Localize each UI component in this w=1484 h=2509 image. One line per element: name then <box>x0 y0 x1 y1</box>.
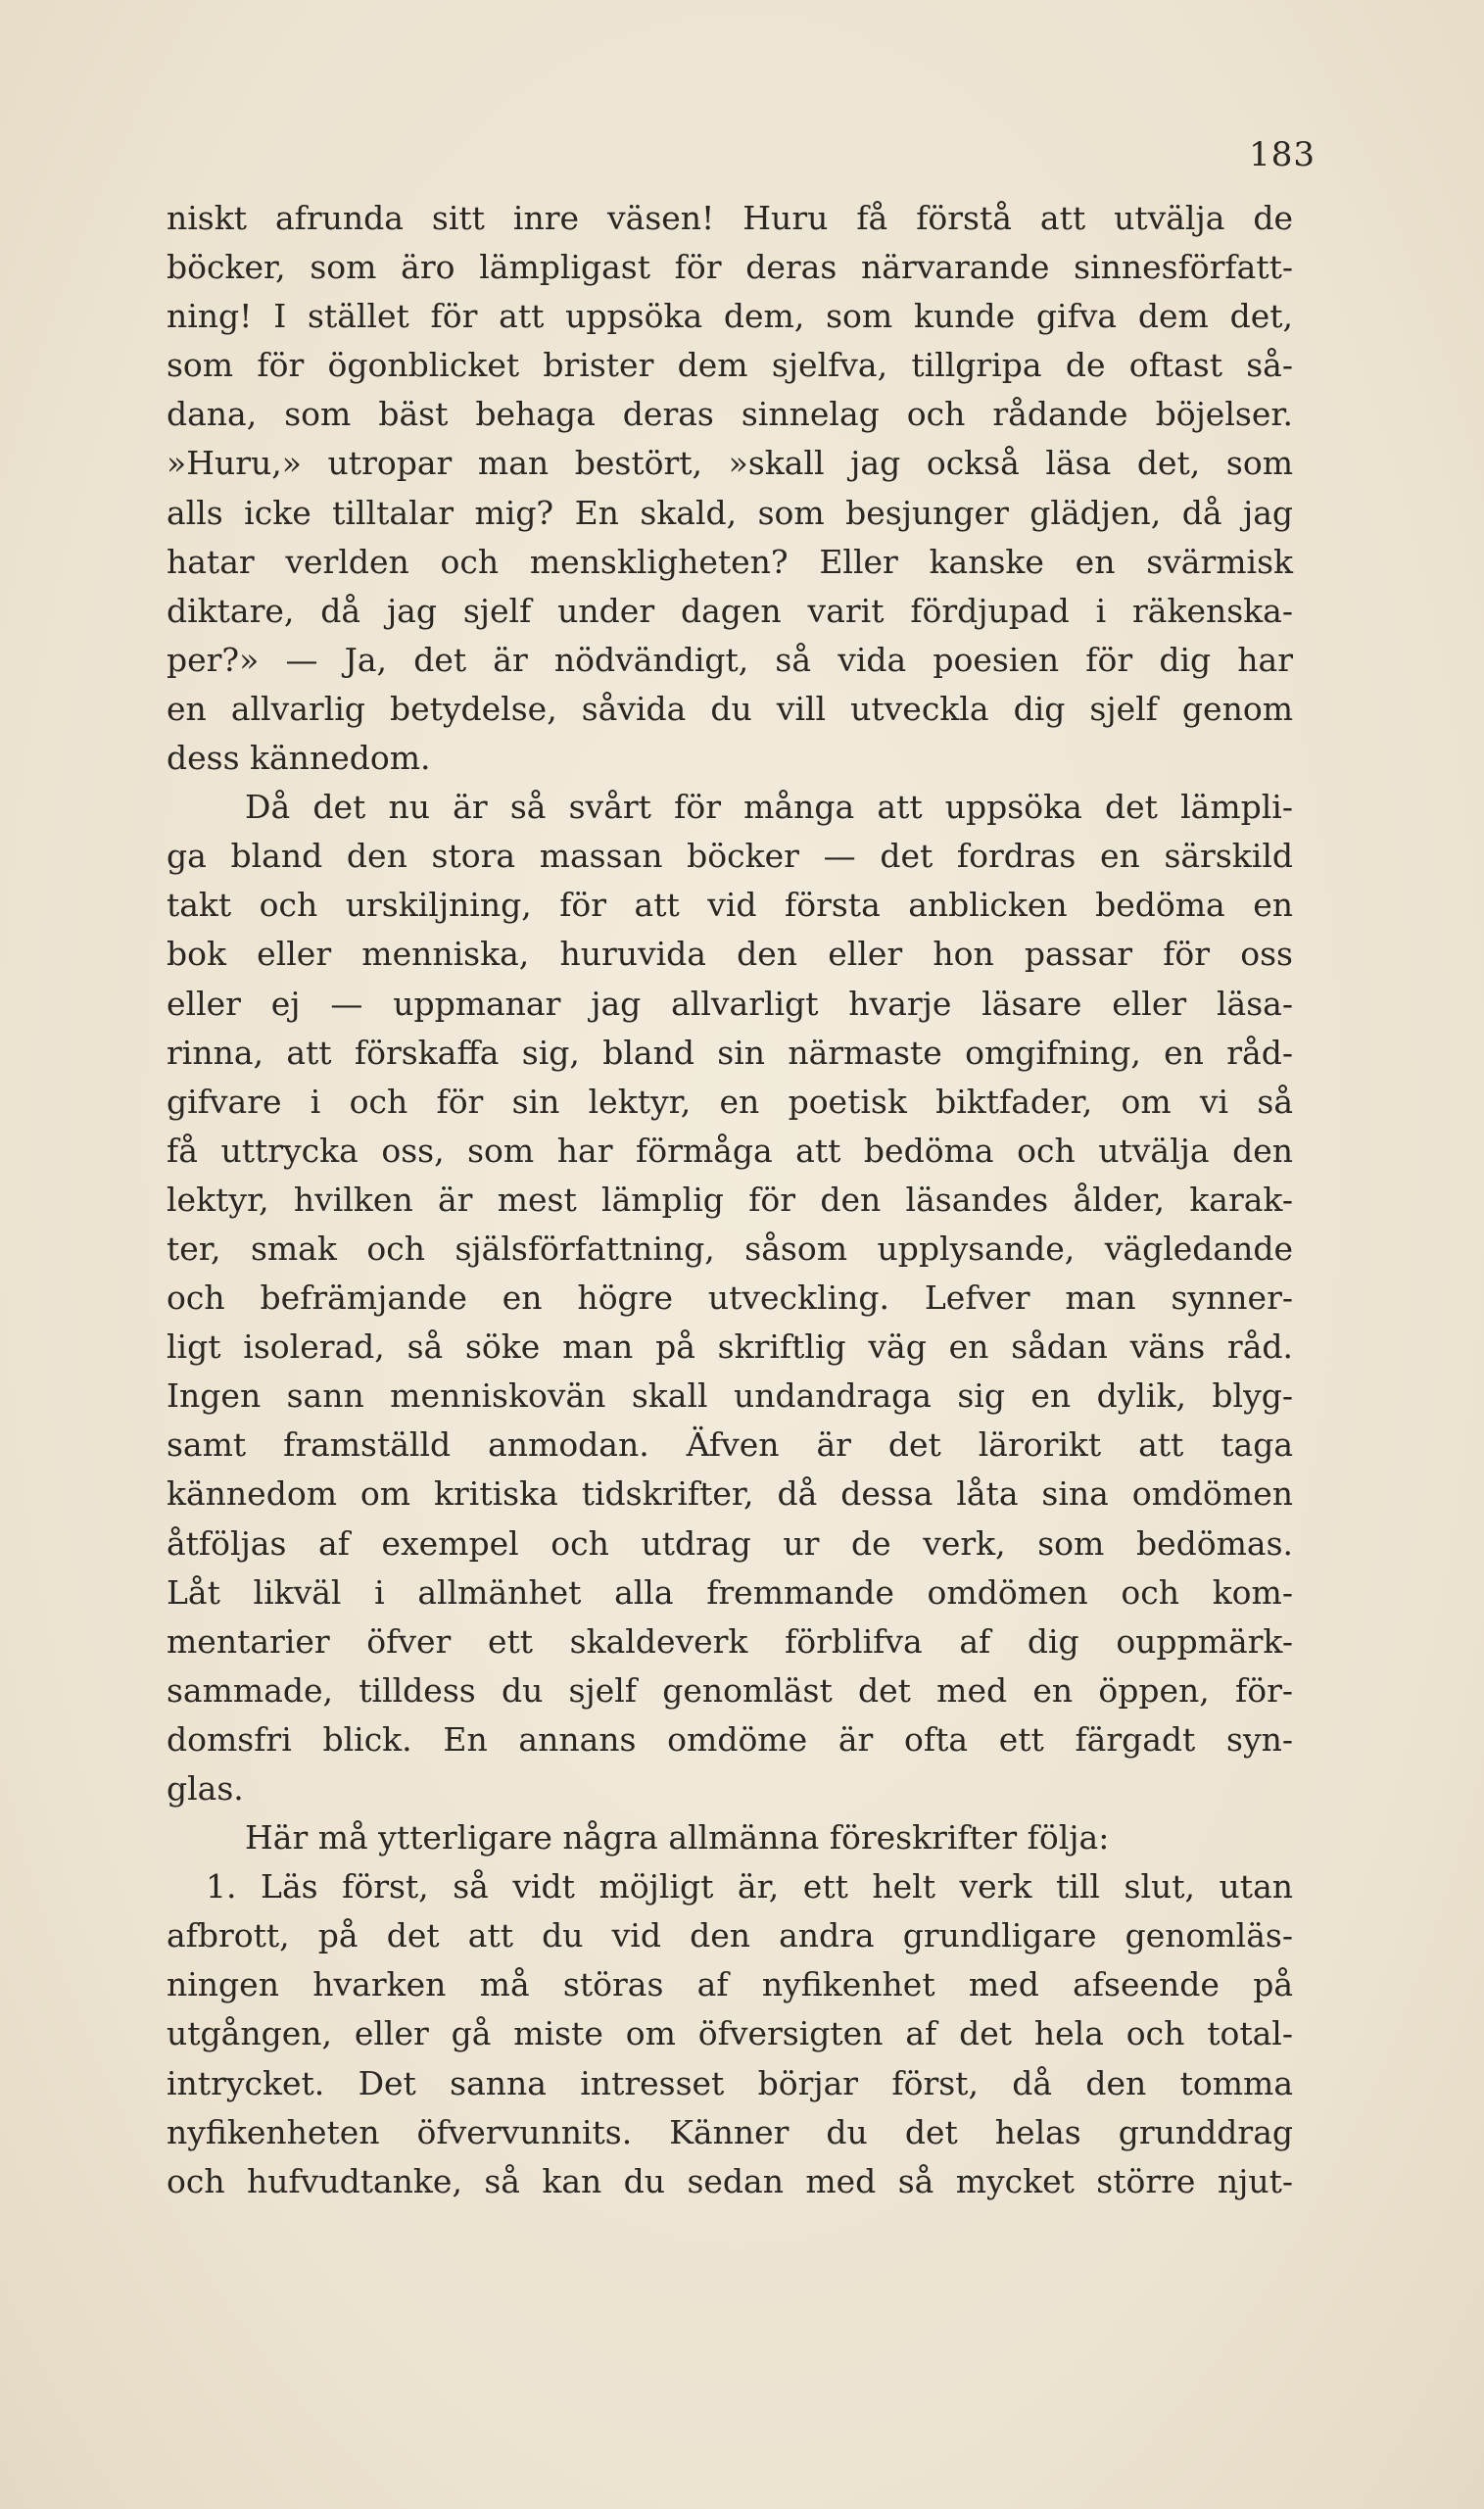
text-line: böcker, som äro lämpligast för deras närvarande sinnesförfatt- <box>167 248 1293 287</box>
text-line: Låt likväl i allmänhet alla fremmande omdömen och kom- <box>167 1572 1293 1612</box>
text-line: Ingen sann menniskovän skall undandraga sig en dylik, blyg- <box>167 1376 1293 1416</box>
text-line: glas. <box>167 1769 244 1808</box>
text-line: 1. Läs först, så vidt möjligt är, ett helt verk till slut, utan <box>206 1867 1293 1906</box>
text-line: en allvarlig betydelse, såvida du vill utveckla dig sjelf genom <box>167 689 1293 728</box>
text-line: ligt isolerad, så söke man på skriftlig väg en sådan väns råd. <box>167 1327 1293 1367</box>
text-line: »Huru,» utropar man bestört, »skall jag också läsa det, som <box>167 444 1293 483</box>
text-line: åtföljas af exempel och utdrag ur de verk, som bedömas. <box>167 1523 1293 1563</box>
text-line: och hufvudtanke, så kan du sedan med så mycket större njut- <box>167 2161 1293 2200</box>
text-line: takt och urskiljning, för att vid första anblicken bedöma en <box>167 886 1293 925</box>
text-line: ning! I stället för att uppsöka dem, som kunde gifva dem det, <box>167 297 1293 336</box>
text-line: dana, som bäst behaga deras sinnelag och rådande böjelser. <box>167 395 1293 434</box>
body-text <box>167 194 1293 2206</box>
text-line: utgången, eller gå miste om öfversigten af det hela och total- <box>167 2014 1293 2053</box>
text-line: per?» — Ja, det är nödvändigt, så vida poesien för dig har <box>167 640 1293 679</box>
text-line: domsfri blick. En annans omdöme är ofta ett färgadt syn- <box>167 1719 1293 1759</box>
text-line: få uttrycka oss, som har förmåga att bedöma och utvälja den <box>167 1131 1293 1170</box>
text-line: hatar verlden och menskligheten? Eller kanske en svärmisk <box>167 542 1293 581</box>
text-line: bok eller menniska, huruvida den eller hon passar för oss <box>167 935 1293 974</box>
text-line: alls icke tilltalar mig? En skald, som besjunger glädjen, då jag <box>167 493 1293 532</box>
text-line: och befrämjande en högre utveckling. Lefver man synner- <box>167 1279 1293 1318</box>
text-line: eller ej — uppmanar jag allvarligt hvarje läsare eller läsa- <box>167 984 1293 1023</box>
text-line: som för ögonblicket brister dem sjelfva, tillgripa de oftast så- <box>167 346 1293 385</box>
text-line: nyfikenheten öfvervunnits. Känner du det helas grunddrag <box>167 2112 1293 2151</box>
text-line: diktare, då jag sjelf under dagen varit fördjupad i räkenska- <box>167 591 1293 630</box>
text-line: Då det nu är så svårt för många att uppsöka det lämpli- <box>245 788 1293 827</box>
text-line: afbrott, på det att du vid den andra grundligare genomläs- <box>167 1916 1293 1955</box>
text-line: dess kännedom. <box>167 739 431 778</box>
text-line: lektyr, hvilken är mest lämplig för den läsandes ålder, karak- <box>167 1180 1293 1219</box>
text-line: Här må ytterligare några allmänna föreskrifter följa: <box>245 1818 1110 1858</box>
text-line: rinna, att förskaffa sig, bland sin närmaste omgifning, en råd- <box>167 1033 1293 1072</box>
text-line: ter, smak och själsförfattning, såsom upplysande, vägledande <box>167 1229 1293 1268</box>
text-line: gifvare i och för sin lektyr, en poetisk biktfader, om vi så <box>167 1082 1293 1121</box>
text-line: intrycket. Det sanna intresset börjar först, då den tomma <box>167 2063 1293 2102</box>
text-line: niskt afrunda sitt inre väsen! Huru få förstå att utvälja de <box>167 199 1293 237</box>
text-line: ga bland den stora massan böcker — det fordras en särskild <box>167 837 1293 876</box>
text-line: ningen hvarken må störas af nyfikenhet med afseende på <box>167 1965 1293 2004</box>
text-line: sammade, tilldess du sjelf genomläst det med en öppen, för- <box>167 1670 1293 1710</box>
text-line: mentarier öfver ett skaldeverk förblifva af dig ouppmärk- <box>167 1621 1293 1661</box>
text-line: samt framställd anmodan. Äfven är det lärorikt att taga <box>167 1425 1293 1465</box>
page-number: 183 <box>1249 135 1316 174</box>
text-line: kännedom om kritiska tidskrifter, då dessa låta sina omdömen <box>167 1474 1293 1514</box>
